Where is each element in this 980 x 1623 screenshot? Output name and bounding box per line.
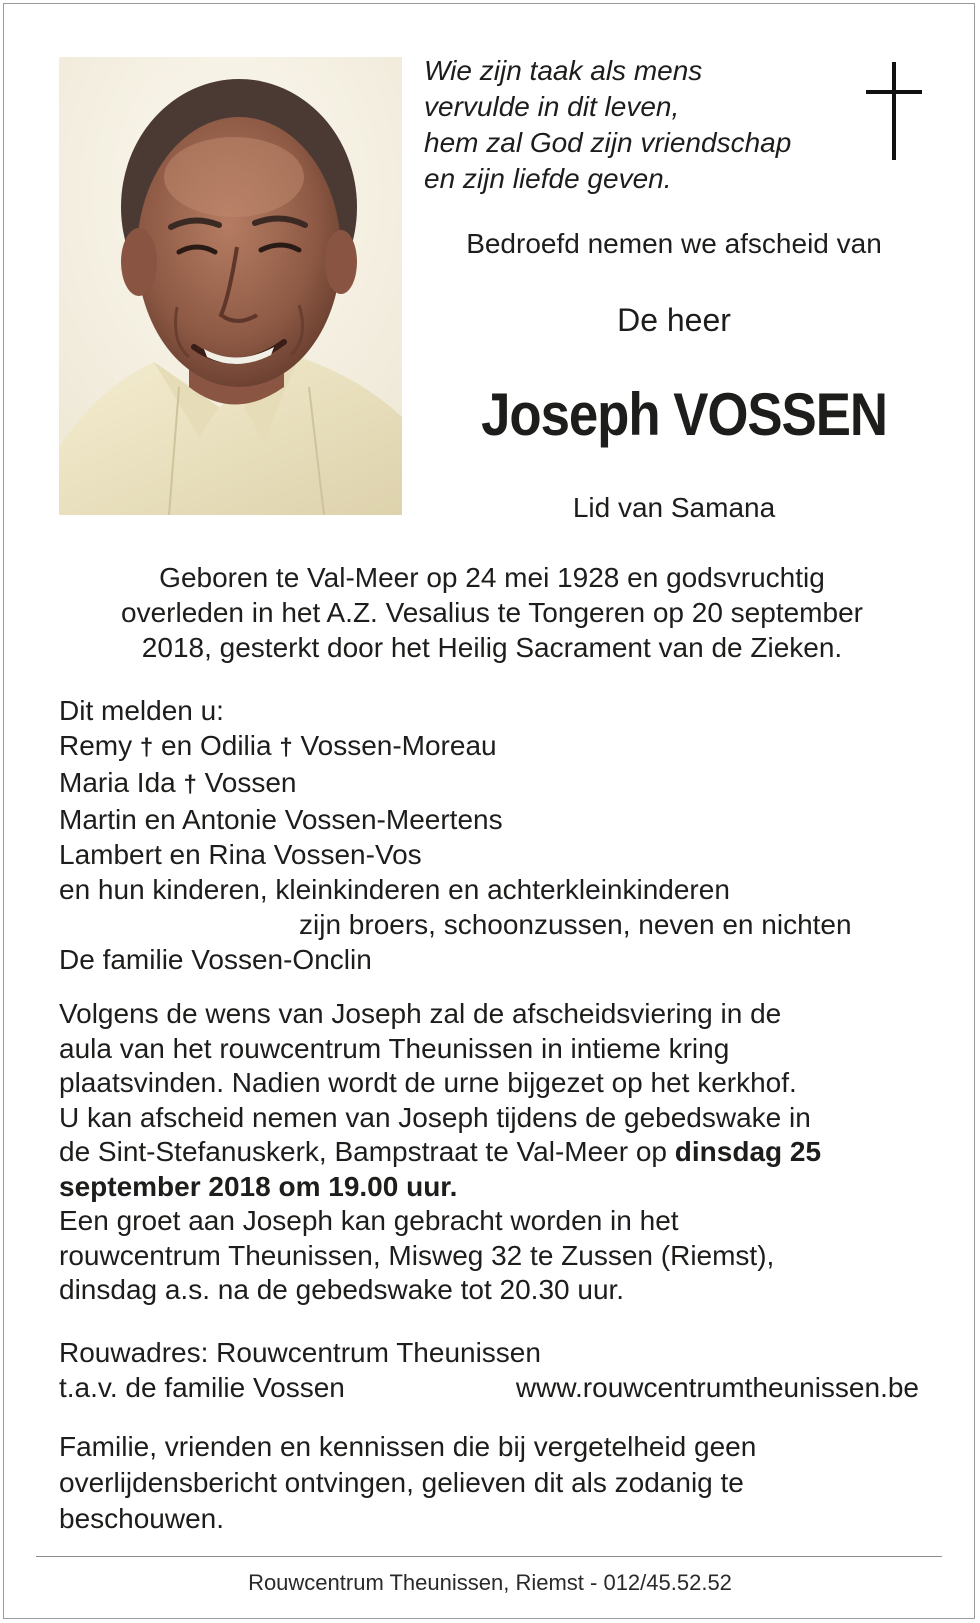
notice-line: overlijdensbericht ontvingen, gelieven dit als zodanig te xyxy=(59,1467,744,1498)
family-entry: Lambert en Rina Vossen-Vos xyxy=(59,839,422,870)
family-entry xyxy=(59,765,852,802)
poem xyxy=(424,53,791,197)
ceremony-line: plaatsvinden. Nadien wordt de urne bijgezet op het kerkhof. xyxy=(59,1067,797,1098)
family-entry: Martin en Antonie Vossen-Meertens xyxy=(59,804,503,835)
family-name: Vossen-Moreau xyxy=(300,730,497,761)
family-name: Remy xyxy=(59,730,133,761)
details-line: overleden in het A.Z. Vesalius te Tongeren op 20 september xyxy=(121,597,863,628)
deceased-name: Joseph VOSSEN xyxy=(481,381,887,448)
ceremony-line: aula van het rouwcentrum Theunissen in intieme kring xyxy=(59,1032,730,1064)
ceremony-date: september 2018 om 19.00 uur. xyxy=(59,1170,458,1202)
family-list xyxy=(59,693,852,977)
family-name: en Odilia xyxy=(161,730,272,761)
family-name: Vossen xyxy=(204,767,297,798)
honorific: De heer xyxy=(617,302,731,338)
ceremony-line: Een groet aan Joseph kan gebracht worden in het xyxy=(59,1205,679,1236)
mourning-address xyxy=(59,1335,919,1405)
notice-text xyxy=(59,1429,939,1537)
footer: Rouwcentrum Theunissen, Riemst - 012/45.52.52 xyxy=(248,1570,732,1595)
cross-icon xyxy=(866,62,922,160)
membership: Lid van Samana xyxy=(572,492,776,523)
ceremony-text: de Sint-Stefanuskerk, Bampstraat te Val-Meer op xyxy=(59,1136,675,1167)
portrait-illustration xyxy=(59,57,402,515)
ceremony-line: dinsdag a.s. na de gebedswake tot 20.30 uur. xyxy=(59,1274,625,1305)
details-line: Geboren te Val-Meer op 24 mei 1928 en godsvruchtig xyxy=(159,562,825,593)
poem-line: Wie zijn taak als mens xyxy=(424,55,703,86)
notice-line: Familie, vrienden en kennissen die bij vergetelheid geen xyxy=(59,1431,757,1462)
cross-icon: † xyxy=(183,771,197,798)
details-line: 2018, gesterkt door het Heilig Sacrament van de Zieken. xyxy=(141,632,843,663)
ceremony-details xyxy=(59,997,939,1308)
ceremony-date: dinsdag 25 xyxy=(674,1136,822,1167)
ceremony-line xyxy=(59,1135,939,1170)
family-entry: en hun kinderen, kleinkinderen en achterkleinkinderen xyxy=(59,874,730,905)
website-link[interactable]: www.rouwcentrumtheunissen.be xyxy=(515,1372,919,1403)
ceremony-line: Volgens de wens van Joseph zal de afscheidsviering in de xyxy=(59,998,782,1029)
family-intro: Dit melden u: xyxy=(59,695,224,726)
birth-death-details xyxy=(59,560,925,665)
notice-line: beschouwen. xyxy=(59,1503,225,1534)
family-entry: De familie Vossen-Onclin xyxy=(59,944,372,975)
family-name: Maria Ida xyxy=(59,767,176,798)
address-line: Rouwadres: Rouwcentrum Theunissen xyxy=(59,1337,541,1368)
footer-divider xyxy=(36,1556,942,1557)
family-entry xyxy=(59,728,852,765)
cross-icon: † xyxy=(279,734,293,761)
poem-line: hem zal God zijn vriendschap xyxy=(424,127,792,158)
ceremony-line: U kan afscheid nemen van Joseph tijdens de gebedswake in xyxy=(59,1101,811,1133)
family-entry: zijn broers, schoonzussen, neven en nichten xyxy=(299,909,852,940)
poem-line: en zijn liefde geven. xyxy=(424,163,672,194)
ceremony-line: rouwcentrum Theunissen, Misweg 32 te Zussen (Riemst), xyxy=(59,1239,775,1271)
intro-text: Bedroefd nemen we afscheid van xyxy=(466,228,882,259)
poem-line: vervulde in dit leven, xyxy=(424,91,680,122)
portrait-photo xyxy=(59,57,402,515)
address-line: t.a.v. de familie Vossen xyxy=(59,1372,345,1403)
cross-icon: † xyxy=(139,734,154,761)
address-row xyxy=(59,1370,919,1405)
